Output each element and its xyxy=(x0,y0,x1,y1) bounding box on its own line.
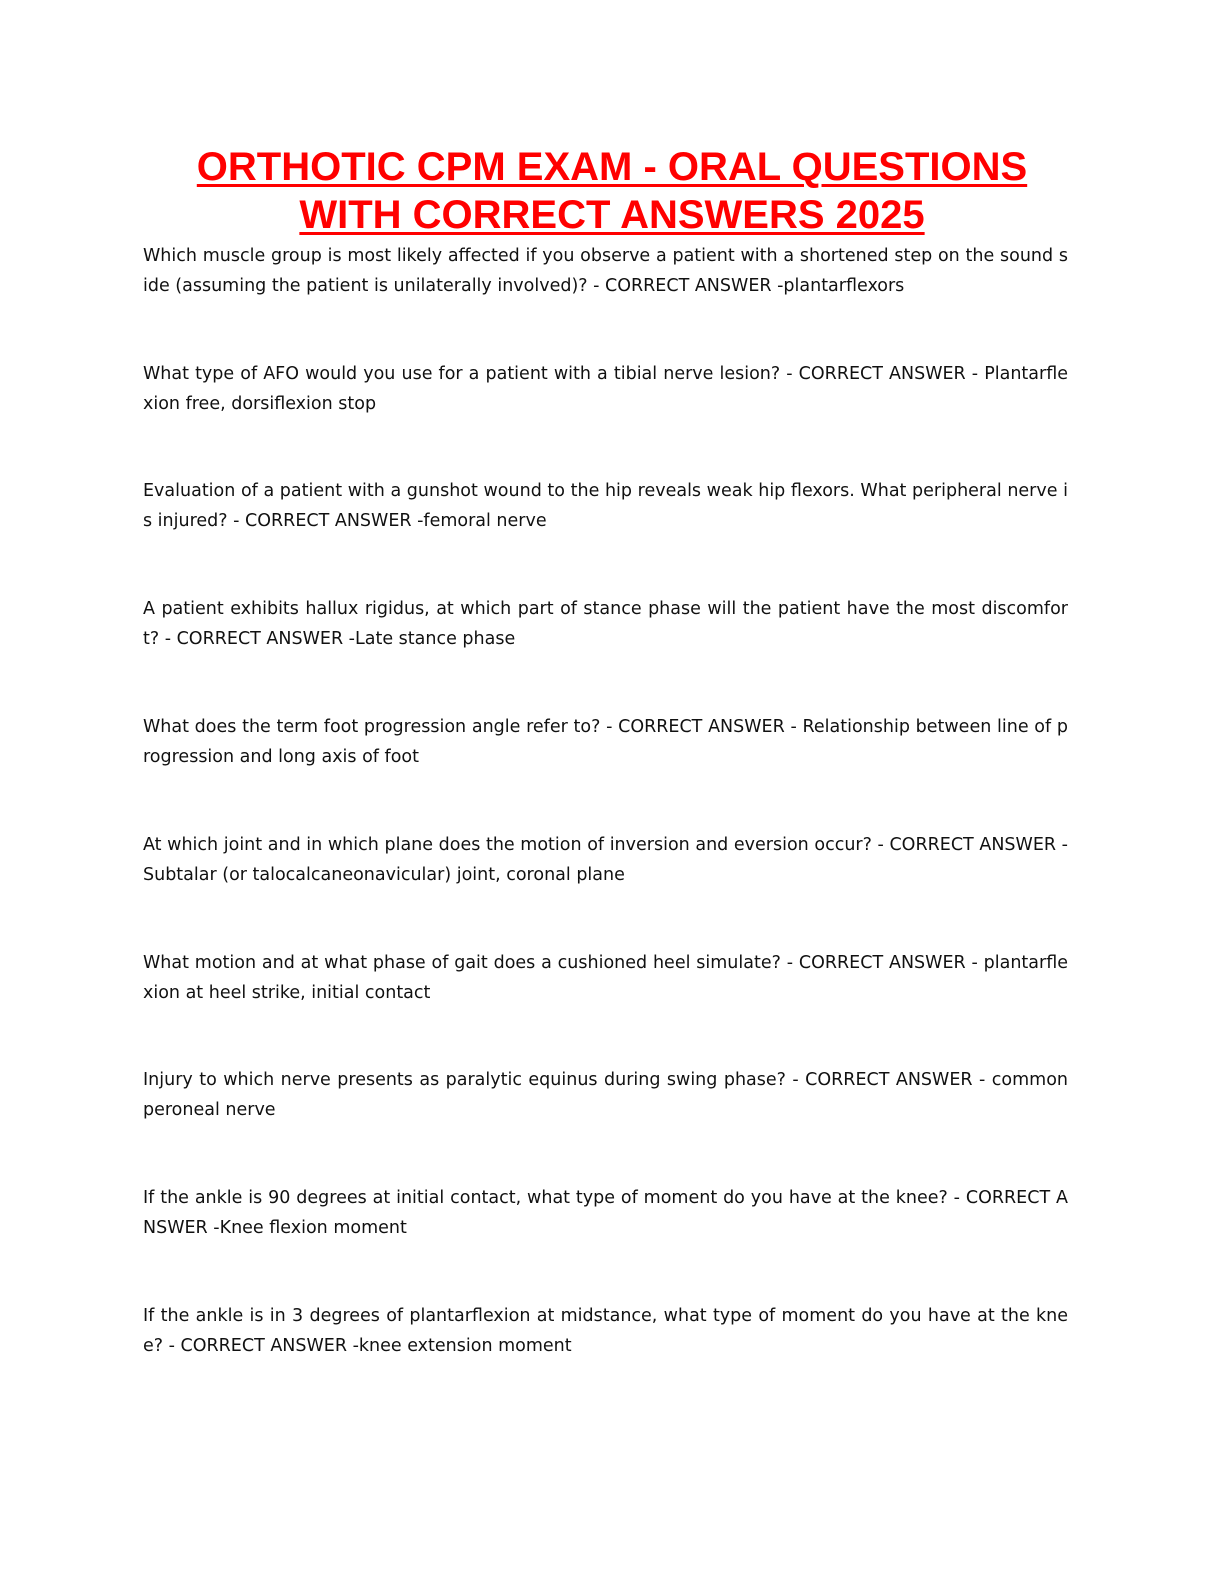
qa-item-7: What motion and at what phase of gait does a cushioned heel simulate? - CORRECT ANSWER - plantarflexion at heel strike, initial contact xyxy=(143,953,1068,1003)
qa-item-5: What does the term foot progression angle refer to? - CORRECT ANSWER - Relationship between line of progression and long axis of foot xyxy=(143,717,1068,767)
qa-item-6: At which joint and in which plane does the motion of inversion and eversion occur? - CORRECT ANSWER -Subtalar (or talocalcaneonavicular) joint, coronal plane xyxy=(143,835,1068,885)
title-line-1: ORTHOTIC CPM EXAM - ORAL QUESTIONS xyxy=(196,145,1028,189)
qa-item-10: If the ankle is in 3 degrees of plantarflexion at midstance, what type of moment do you have at the knee? - CORRECT ANSWER -knee extension moment xyxy=(143,1306,1068,1356)
qa-item-4: A patient exhibits hallux rigidus, at which part of stance phase will the patient have the most discomfort? - CORRECT ANSWER -Late stance phase xyxy=(143,599,1068,649)
title-line-2: WITH CORRECT ANSWERS 2025 xyxy=(299,193,925,237)
qa-item-9: If the ankle is 90 degrees at initial contact, what type of moment do you have at the knee? - CORRECT ANSWER -Knee flexion moment xyxy=(143,1188,1068,1238)
qa-item-1: Which muscle group is most likely affected if you observe a patient with a shortened step on the sound side (assuming the patient is unilaterally involved)? - CORRECT ANSWER -plantarflexors xyxy=(143,246,1068,296)
document-title xyxy=(100,143,1124,239)
qa-item-3: Evaluation of a patient with a gunshot wound to the hip reveals weak hip flexors. What peripheral nerve is injured? - CORRECT ANSWER -femoral nerve xyxy=(143,481,1068,531)
qa-item-2: What type of AFO would you use for a patient with a tibial nerve lesion? - CORRECT ANSWER - Plantarflexion free, dorsiflexion stop xyxy=(143,364,1068,414)
qa-item-8: Injury to which nerve presents as paralytic equinus during swing phase? - CORRECT ANSWER - common peroneal nerve xyxy=(143,1070,1068,1120)
